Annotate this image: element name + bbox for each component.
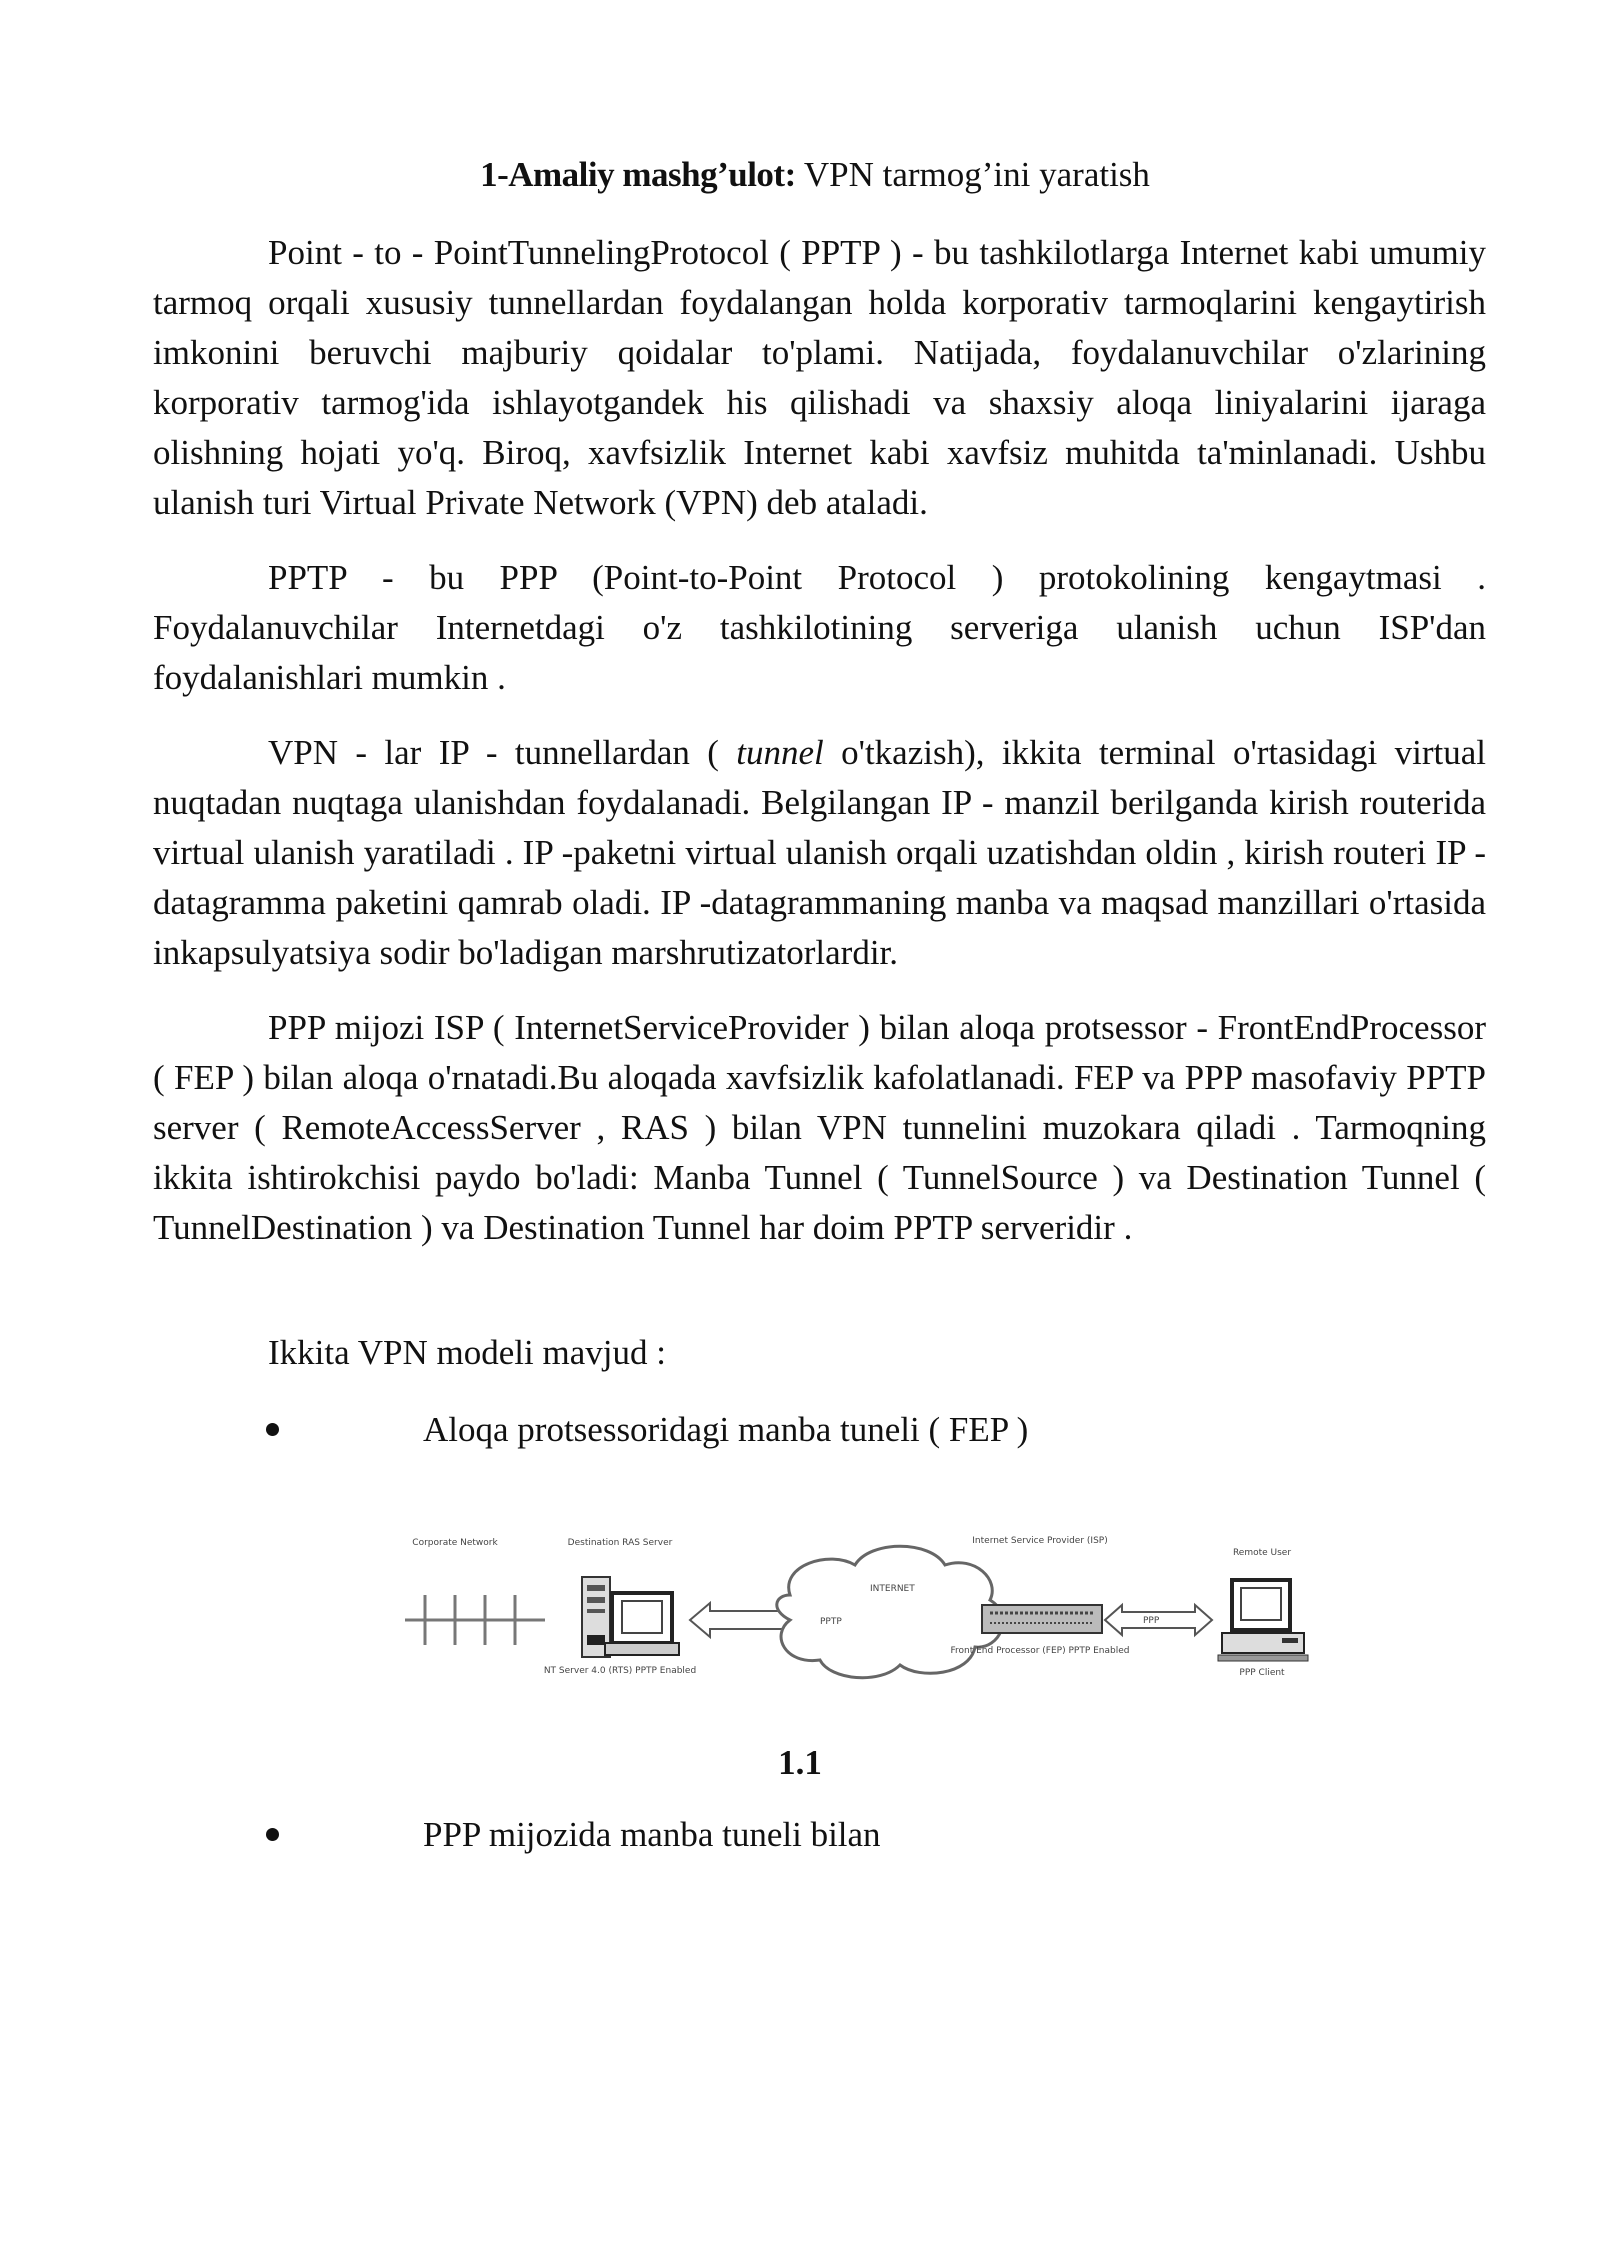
internet-cloud-icon <box>777 1546 1003 1677</box>
paragraph-pptp-extension: PPTP - bu PPP (Point-to-Point Protocol ) protokolining kengaytmasi . Foydalanuvchilar Internetdagi o'z tashkilotining serveriga ulanish uchun ISP'dan foydalanishlari mumkin . <box>153 558 1486 697</box>
bullet-icon <box>266 1423 279 1436</box>
label-remote-user: Remote User <box>1232 1548 1292 1558</box>
paragraph-vpn-models: Ikkita VPN modeli mavjud : <box>268 1333 666 1372</box>
bullet-icon <box>266 1828 279 1841</box>
paragraph-ppp-client: PPP mijozi ISP ( InternetServiceProvider ) bilan aloqa protsessor - FrontEndProcessor ( FEP ) bilan aloqa o'rnatadi.Bu aloqada xavfsizlik kafolatlanadi. FEP va PPP masofaviy PPTP server ( RemoteAccessServer , RAS ) bilan VPN tunnelini muzokara qiladi . Tarmoqning ikkita ishtirokchisi paydo bo'ladi: Manba Tunnel ( TunnelSource ) va Destination Tunnel ( TunnelDestination ) va Destination Tunnel har doim PPTP serveridir . <box>153 1008 1486 1247</box>
p3-before: VPN - lar IP - tunnellardan ( <box>268 733 737 772</box>
remote-pc-icon <box>1218 1580 1308 1661</box>
paragraph-vpn-tunnels <box>153 728 1486 978</box>
vpn-diagram <box>400 1525 1330 1705</box>
label-corporate-network: Corporate Network <box>412 1538 498 1548</box>
vpn-diagram-figure <box>400 1525 1330 1705</box>
paragraph-pptp-definition: Point - to - PointTunnelingProtocol ( PPTP ) - bu tashkilotlarga Internet kabi umumiy tarmoq orqali xususiy tunnellardan foydalangan holda korporativ tarmoqlarini kengaytirish imkonini beruvchi majburiy qoidalar to'plami. Natijada, foydalanuvchilar o'zlarining korporativ tarmog'ida ishlayotgandek his qilishadi va shaxsiy aloqa liniyalarini ijaraga olishning hojati yo'q. Biroq, xavfsizlik Internet kabi xavfsiz muhitda ta'minlanadi. Ushbu ulanish turi Virtual Private Network (VPN) deb ataladi. <box>153 233 1486 522</box>
bullet-text: Aloqa protsessoridagi manba tuneli ( FEP ) <box>423 1410 1029 1449</box>
title-bold: 1-Amaliy mashg’ulot: <box>480 155 796 194</box>
p3-italic: tunnel <box>736 733 824 772</box>
label-isp: Internet Service Provider (ISP) <box>972 1536 1108 1546</box>
label-ppp-client: PPP Client <box>1239 1668 1285 1678</box>
corporate-network-icon <box>405 1595 545 1645</box>
figure-caption: 1.1 <box>778 1743 822 1782</box>
label-fep: Front End Processor (FEP) PPTP Enabled <box>950 1646 1130 1656</box>
fep-device-icon <box>982 1605 1102 1633</box>
list-item <box>153 1405 1486 1455</box>
p3-after: o'tkazish), ikkita terminal o'rtasidagi virtual nuqtadan nuqtaga ulanishdan foydalanadi. Belgilangan IP - manzil berilganda kirish routerida virtual ulanish yaratiladi . IP -paketni virtual ulanish orqali uzatishdan oldin , kirish routeri IP - datagramma paketini qamrab oladi. IP -datagrammaning manba va maqsad manzillari o'rtasida inkapsulyatsiya sodir bo'ladigan marshrutizatorlardir. <box>153 733 1486 972</box>
monitor-icon <box>605 1593 679 1655</box>
label-internet: INTERNET <box>870 1584 915 1594</box>
bullet-text: PPP mijozida manba tuneli bilan <box>423 1815 881 1854</box>
label-ppp: PPP <box>1143 1616 1160 1626</box>
label-nt-server: NT Server 4.0 (RTS) PPTP Enabled <box>543 1666 697 1676</box>
title-rest: VPN tarmog’ini yaratish <box>795 155 1150 194</box>
label-pptp: PPTP <box>820 1617 842 1627</box>
page-title <box>150 150 1480 200</box>
list-item <box>153 1810 1486 1860</box>
label-destination-ras: Destination RAS Server <box>567 1538 673 1548</box>
